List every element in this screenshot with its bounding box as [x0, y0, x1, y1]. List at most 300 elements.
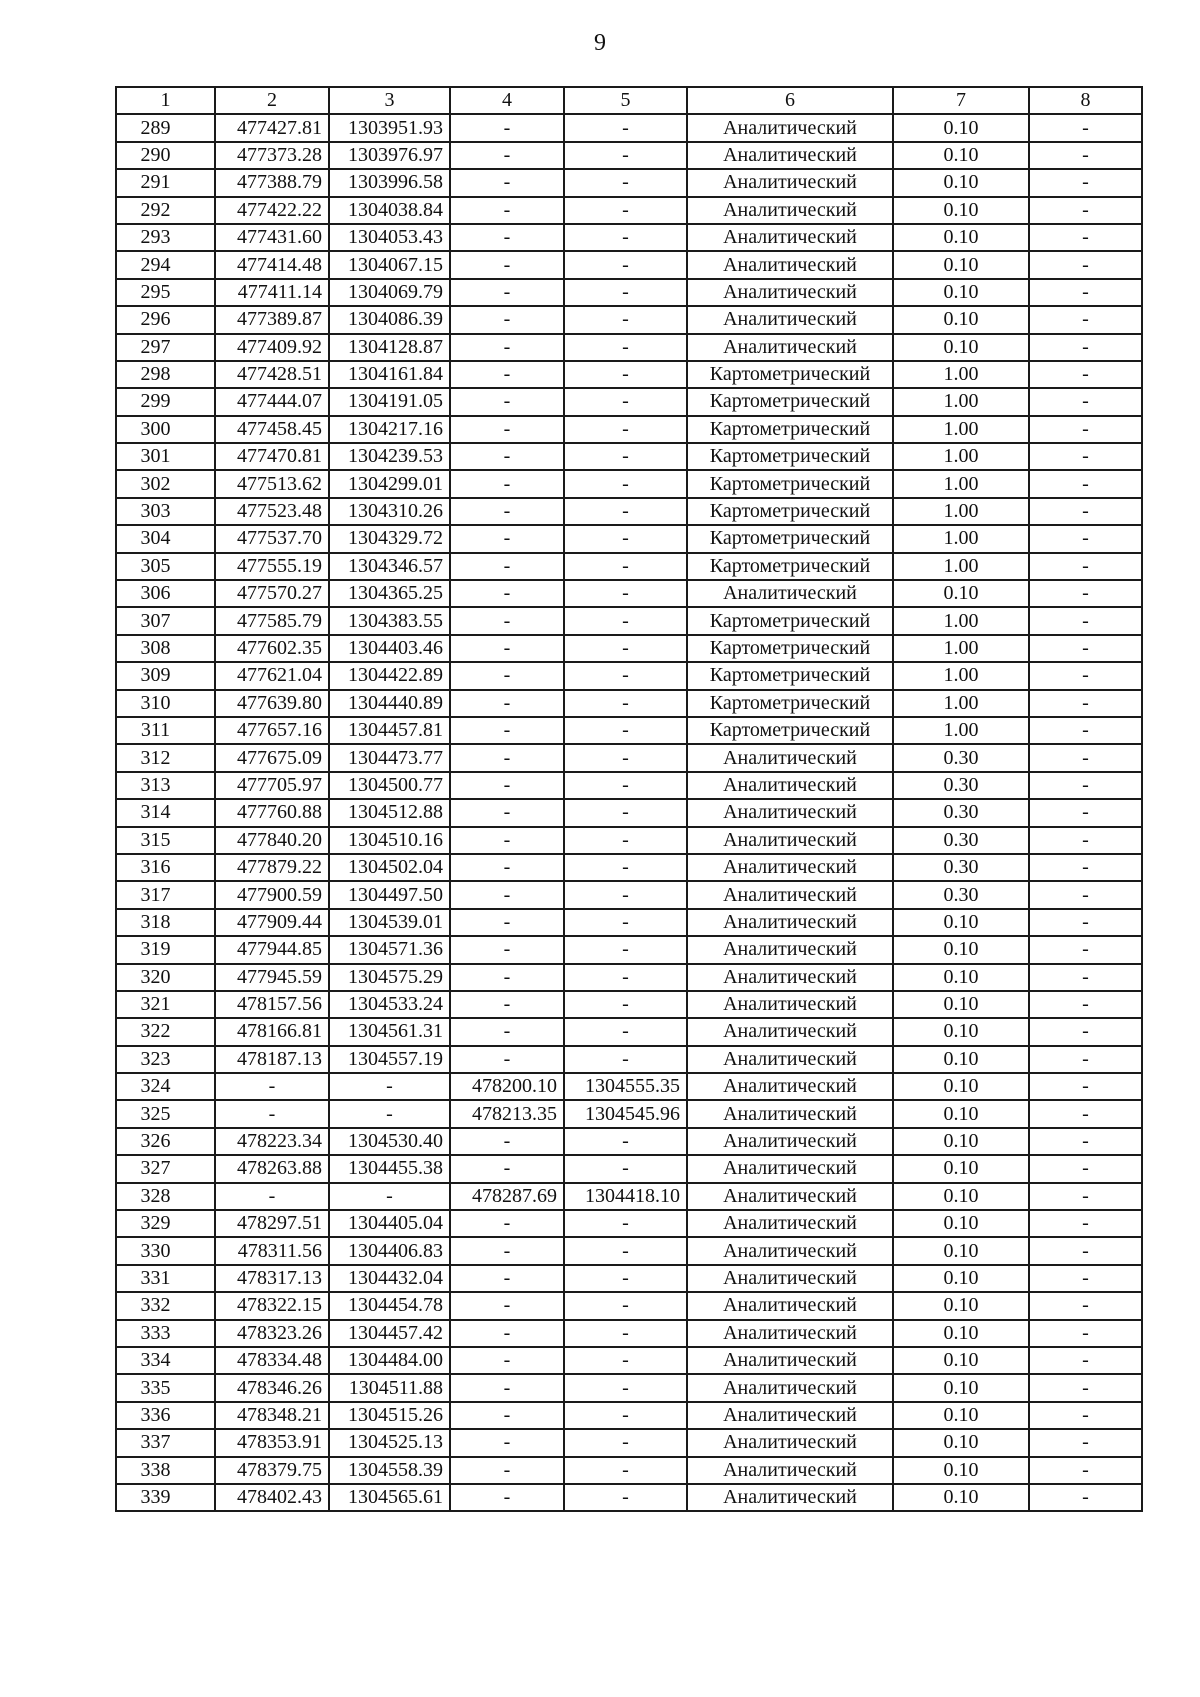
x-coordinate-alt-cell: - [450, 142, 564, 169]
y-coordinate-alt-cell: - [564, 279, 687, 306]
method-cell: Картометрический [687, 525, 893, 552]
point-number-cell: 290 [116, 142, 215, 169]
x-coordinate-alt-cell: - [450, 361, 564, 388]
method-cell: Аналитический [687, 1429, 893, 1456]
note-cell: - [1029, 1046, 1142, 1073]
method-cell: Картометрический [687, 388, 893, 415]
point-number-cell: 312 [116, 744, 215, 771]
x-coordinate-alt-cell: - [450, 717, 564, 744]
x-coordinate-cell: 477675.09 [215, 744, 329, 771]
y-coordinate-alt-cell: - [564, 1347, 687, 1374]
table-header [116, 87, 1142, 114]
table-row [116, 553, 1142, 580]
x-coordinate-alt-cell: - [450, 1210, 564, 1237]
table-row [116, 607, 1142, 634]
x-coordinate-cell: 477602.35 [215, 635, 329, 662]
method-cell: Аналитический [687, 1155, 893, 1182]
method-cell: Аналитический [687, 936, 893, 963]
note-cell: - [1029, 114, 1142, 141]
y-coordinate-cell: 1304239.53 [329, 443, 450, 470]
point-number-cell: 301 [116, 443, 215, 470]
note-cell: - [1029, 881, 1142, 908]
accuracy-cell: 0.10 [893, 224, 1029, 251]
method-cell: Аналитический [687, 854, 893, 881]
point-number-cell: 299 [116, 388, 215, 415]
table-body [116, 114, 1142, 1511]
x-coordinate-alt-cell: - [450, 1484, 564, 1511]
note-cell: - [1029, 854, 1142, 881]
y-coordinate-cell: 1304557.19 [329, 1046, 450, 1073]
table-row [116, 498, 1142, 525]
accuracy-cell: 0.10 [893, 580, 1029, 607]
accuracy-cell: 1.00 [893, 525, 1029, 552]
point-number-cell: 320 [116, 964, 215, 991]
point-number-cell: 294 [116, 251, 215, 278]
x-coordinate-alt-cell: - [450, 607, 564, 634]
x-coordinate-alt-cell: - [450, 854, 564, 881]
table-row [116, 142, 1142, 169]
x-coordinate-alt-cell: - [450, 334, 564, 361]
x-coordinate-alt-cell: - [450, 881, 564, 908]
y-coordinate-cell: 1304365.25 [329, 580, 450, 607]
table-row [116, 690, 1142, 717]
accuracy-cell: 0.30 [893, 772, 1029, 799]
y-coordinate-alt-cell: - [564, 334, 687, 361]
x-coordinate-cell: 477570.27 [215, 580, 329, 607]
method-cell: Аналитический [687, 142, 893, 169]
x-coordinate-alt-cell: - [450, 744, 564, 771]
accuracy-cell: 0.10 [893, 279, 1029, 306]
x-coordinate-alt-cell: - [450, 1155, 564, 1182]
table-row [116, 388, 1142, 415]
point-number-cell: 291 [116, 169, 215, 196]
x-coordinate-alt-cell: - [450, 1046, 564, 1073]
column-header: 3 [329, 87, 450, 114]
table-row [116, 635, 1142, 662]
y-coordinate-cell: 1304484.00 [329, 1347, 450, 1374]
y-coordinate-alt-cell: - [564, 306, 687, 333]
table-row [116, 1210, 1142, 1237]
y-coordinate-alt-cell: - [564, 690, 687, 717]
note-cell: - [1029, 1484, 1142, 1511]
x-coordinate-cell: 478223.34 [215, 1128, 329, 1155]
y-coordinate-alt-cell: - [564, 881, 687, 908]
note-cell: - [1029, 498, 1142, 525]
y-coordinate-cell: 1304558.39 [329, 1457, 450, 1484]
table-row [116, 1402, 1142, 1429]
x-coordinate-alt-cell: - [450, 197, 564, 224]
y-coordinate-alt-cell: - [564, 1265, 687, 1292]
method-cell: Аналитический [687, 1073, 893, 1100]
x-coordinate-alt-cell: - [450, 1429, 564, 1456]
note-cell: - [1029, 1100, 1142, 1127]
table-row [116, 279, 1142, 306]
y-coordinate-cell: 1304329.72 [329, 525, 450, 552]
x-coordinate-alt-cell: - [450, 525, 564, 552]
x-coordinate-alt-cell: - [450, 1292, 564, 1319]
x-coordinate-cell: 477555.19 [215, 553, 329, 580]
accuracy-cell: 0.10 [893, 1484, 1029, 1511]
y-coordinate-cell: 1304473.77 [329, 744, 450, 771]
table-row [116, 416, 1142, 443]
y-coordinate-alt-cell: - [564, 854, 687, 881]
accuracy-cell: 0.10 [893, 1100, 1029, 1127]
point-number-cell: 295 [116, 279, 215, 306]
y-coordinate-alt-cell: - [564, 607, 687, 634]
x-coordinate-cell: 477523.48 [215, 498, 329, 525]
y-coordinate-cell: 1304053.43 [329, 224, 450, 251]
y-coordinate-cell: 1304086.39 [329, 306, 450, 333]
point-number-cell: 314 [116, 799, 215, 826]
y-coordinate-cell: 1304406.83 [329, 1237, 450, 1264]
method-cell: Аналитический [687, 772, 893, 799]
y-coordinate-cell: 1304217.16 [329, 416, 450, 443]
x-coordinate-cell: 477431.60 [215, 224, 329, 251]
accuracy-cell: 0.10 [893, 1155, 1029, 1182]
x-coordinate-cell: 478157.56 [215, 991, 329, 1018]
table-row [116, 964, 1142, 991]
x-coordinate-cell: 478317.13 [215, 1265, 329, 1292]
note-cell: - [1029, 169, 1142, 196]
table-row [116, 361, 1142, 388]
x-coordinate-cell: 478323.26 [215, 1320, 329, 1347]
y-coordinate-cell: 1304530.40 [329, 1128, 450, 1155]
point-number-cell: 298 [116, 361, 215, 388]
accuracy-cell: 1.00 [893, 635, 1029, 662]
method-cell: Аналитический [687, 334, 893, 361]
point-number-cell: 310 [116, 690, 215, 717]
method-cell: Аналитический [687, 1457, 893, 1484]
method-cell: Аналитический [687, 909, 893, 936]
x-coordinate-cell: 478322.15 [215, 1292, 329, 1319]
y-coordinate-alt-cell: - [564, 1402, 687, 1429]
note-cell: - [1029, 717, 1142, 744]
y-coordinate-alt-cell: - [564, 580, 687, 607]
x-coordinate-cell: 477414.48 [215, 251, 329, 278]
accuracy-cell: 0.10 [893, 1046, 1029, 1073]
x-coordinate-cell: 477427.81 [215, 114, 329, 141]
accuracy-cell: 0.10 [893, 1402, 1029, 1429]
y-coordinate-alt-cell: 1304545.96 [564, 1100, 687, 1127]
x-coordinate-cell: 477444.07 [215, 388, 329, 415]
x-coordinate-cell: - [215, 1100, 329, 1127]
y-coordinate-cell: 1304299.01 [329, 470, 450, 497]
y-coordinate-alt-cell: - [564, 1237, 687, 1264]
method-cell: Аналитический [687, 1046, 893, 1073]
note-cell: - [1029, 991, 1142, 1018]
accuracy-cell: 1.00 [893, 607, 1029, 634]
x-coordinate-cell: 477458.45 [215, 416, 329, 443]
y-coordinate-cell: 1304403.46 [329, 635, 450, 662]
table-row [116, 525, 1142, 552]
note-cell: - [1029, 142, 1142, 169]
y-coordinate-cell: - [329, 1073, 450, 1100]
x-coordinate-alt-cell: - [450, 251, 564, 278]
y-coordinate-cell: 1304440.89 [329, 690, 450, 717]
note-cell: - [1029, 443, 1142, 470]
x-coordinate-alt-cell: - [450, 772, 564, 799]
column-header: 7 [893, 87, 1029, 114]
y-coordinate-alt-cell: - [564, 470, 687, 497]
note-cell: - [1029, 1292, 1142, 1319]
point-number-cell: 309 [116, 662, 215, 689]
y-coordinate-alt-cell: - [564, 1210, 687, 1237]
note-cell: - [1029, 1457, 1142, 1484]
x-coordinate-cell: 477639.80 [215, 690, 329, 717]
page-number: 9 [594, 30, 606, 56]
point-number-cell: 322 [116, 1018, 215, 1045]
method-cell: Картометрический [687, 498, 893, 525]
y-coordinate-cell: 1304457.81 [329, 717, 450, 744]
table-row [116, 662, 1142, 689]
x-coordinate-alt-cell: - [450, 498, 564, 525]
table-row [116, 881, 1142, 908]
table-row [116, 1100, 1142, 1127]
accuracy-cell: 0.10 [893, 964, 1029, 991]
x-coordinate-cell: 477585.79 [215, 607, 329, 634]
coordinates-table [115, 86, 1143, 1512]
accuracy-cell: 0.10 [893, 1292, 1029, 1319]
method-cell: Картометрический [687, 443, 893, 470]
y-coordinate-cell: 1304502.04 [329, 854, 450, 881]
table-row [116, 114, 1142, 141]
table-row [116, 799, 1142, 826]
note-cell: - [1029, 690, 1142, 717]
y-coordinate-alt-cell: - [564, 142, 687, 169]
table-row [116, 1265, 1142, 1292]
header-row [116, 87, 1142, 114]
column-header: 8 [1029, 87, 1142, 114]
x-coordinate-alt-cell: - [450, 827, 564, 854]
x-coordinate-alt-cell: - [450, 553, 564, 580]
accuracy-cell: 1.00 [893, 717, 1029, 744]
x-coordinate-alt-cell: - [450, 470, 564, 497]
table-row [116, 827, 1142, 854]
y-coordinate-alt-cell: - [564, 772, 687, 799]
note-cell: - [1029, 964, 1142, 991]
column-header: 2 [215, 87, 329, 114]
method-cell: Аналитический [687, 881, 893, 908]
x-coordinate-alt-cell: - [450, 416, 564, 443]
point-number-cell: 326 [116, 1128, 215, 1155]
point-number-cell: 339 [116, 1484, 215, 1511]
y-coordinate-alt-cell: 1304418.10 [564, 1183, 687, 1210]
y-coordinate-alt-cell: - [564, 525, 687, 552]
y-coordinate-alt-cell: - [564, 936, 687, 963]
point-number-cell: 329 [116, 1210, 215, 1237]
point-number-cell: 333 [116, 1320, 215, 1347]
x-coordinate-cell: 477705.97 [215, 772, 329, 799]
accuracy-cell: 0.10 [893, 251, 1029, 278]
method-cell: Аналитический [687, 114, 893, 141]
note-cell: - [1029, 224, 1142, 251]
y-coordinate-cell: 1304571.36 [329, 936, 450, 963]
y-coordinate-cell: 1304454.78 [329, 1292, 450, 1319]
method-cell: Аналитический [687, 1128, 893, 1155]
note-cell: - [1029, 827, 1142, 854]
note-cell: - [1029, 1237, 1142, 1264]
x-coordinate-alt-cell: - [450, 1237, 564, 1264]
note-cell: - [1029, 306, 1142, 333]
method-cell: Аналитический [687, 224, 893, 251]
point-number-cell: 331 [116, 1265, 215, 1292]
note-cell: - [1029, 1183, 1142, 1210]
column-header: 1 [116, 87, 215, 114]
point-number-cell: 305 [116, 553, 215, 580]
method-cell: Аналитический [687, 1374, 893, 1401]
point-number-cell: 330 [116, 1237, 215, 1264]
x-coordinate-cell: 478263.88 [215, 1155, 329, 1182]
x-coordinate-alt-cell: - [450, 964, 564, 991]
x-coordinate-alt-cell: - [450, 1374, 564, 1401]
method-cell: Аналитический [687, 744, 893, 771]
x-coordinate-cell: 477760.88 [215, 799, 329, 826]
accuracy-cell: 0.10 [893, 991, 1029, 1018]
note-cell: - [1029, 1155, 1142, 1182]
x-coordinate-alt-cell: - [450, 991, 564, 1018]
x-coordinate-alt-cell: 478213.35 [450, 1100, 564, 1127]
point-number-cell: 289 [116, 114, 215, 141]
accuracy-cell: 1.00 [893, 470, 1029, 497]
accuracy-cell: 0.10 [893, 1210, 1029, 1237]
y-coordinate-alt-cell: - [564, 169, 687, 196]
table-row [116, 772, 1142, 799]
y-coordinate-alt-cell: - [564, 251, 687, 278]
table-row [116, 717, 1142, 744]
point-number-cell: 337 [116, 1429, 215, 1456]
accuracy-cell: 0.10 [893, 306, 1029, 333]
x-coordinate-cell: 477388.79 [215, 169, 329, 196]
x-coordinate-cell: 478187.13 [215, 1046, 329, 1073]
y-coordinate-alt-cell: - [564, 197, 687, 224]
y-coordinate-alt-cell: - [564, 662, 687, 689]
y-coordinate-alt-cell: - [564, 1484, 687, 1511]
note-cell: - [1029, 1265, 1142, 1292]
point-number-cell: 297 [116, 334, 215, 361]
note-cell: - [1029, 1429, 1142, 1456]
point-number-cell: 335 [116, 1374, 215, 1401]
x-coordinate-alt-cell: - [450, 388, 564, 415]
point-number-cell: 311 [116, 717, 215, 744]
y-coordinate-alt-cell: - [564, 799, 687, 826]
y-coordinate-cell: 1303976.97 [329, 142, 450, 169]
note-cell: - [1029, 416, 1142, 443]
accuracy-cell: 1.00 [893, 443, 1029, 470]
method-cell: Аналитический [687, 251, 893, 278]
accuracy-cell: 0.10 [893, 1374, 1029, 1401]
note-cell: - [1029, 388, 1142, 415]
y-coordinate-cell: 1304346.57 [329, 553, 450, 580]
point-number-cell: 304 [116, 525, 215, 552]
y-coordinate-alt-cell: - [564, 717, 687, 744]
accuracy-cell: 1.00 [893, 498, 1029, 525]
y-coordinate-alt-cell: - [564, 827, 687, 854]
accuracy-cell: 0.10 [893, 169, 1029, 196]
x-coordinate-cell: 477470.81 [215, 443, 329, 470]
x-coordinate-alt-cell: - [450, 1265, 564, 1292]
note-cell: - [1029, 635, 1142, 662]
y-coordinate-cell: 1304511.88 [329, 1374, 450, 1401]
point-number-cell: 302 [116, 470, 215, 497]
method-cell: Картометрический [687, 635, 893, 662]
note-cell: - [1029, 909, 1142, 936]
x-coordinate-cell: 477879.22 [215, 854, 329, 881]
accuracy-cell: 0.10 [893, 114, 1029, 141]
table-row [116, 580, 1142, 607]
table-row [116, 1429, 1142, 1456]
note-cell: - [1029, 361, 1142, 388]
x-coordinate-cell: 477411.14 [215, 279, 329, 306]
x-coordinate-alt-cell: - [450, 580, 564, 607]
table-row [116, 909, 1142, 936]
y-coordinate-cell: 1304038.84 [329, 197, 450, 224]
y-coordinate-alt-cell: - [564, 1046, 687, 1073]
table-row [116, 1320, 1142, 1347]
y-coordinate-cell: 1304432.04 [329, 1265, 450, 1292]
point-number-cell: 332 [116, 1292, 215, 1319]
table-row [116, 1018, 1142, 1045]
point-number-cell: 308 [116, 635, 215, 662]
y-coordinate-cell: 1304497.50 [329, 881, 450, 908]
accuracy-cell: 0.10 [893, 334, 1029, 361]
x-coordinate-cell: 478402.43 [215, 1484, 329, 1511]
x-coordinate-cell: 477373.28 [215, 142, 329, 169]
accuracy-cell: 1.00 [893, 553, 1029, 580]
y-coordinate-cell: 1304069.79 [329, 279, 450, 306]
y-coordinate-cell: 1304515.26 [329, 1402, 450, 1429]
note-cell: - [1029, 279, 1142, 306]
accuracy-cell: 0.10 [893, 936, 1029, 963]
method-cell: Аналитический [687, 169, 893, 196]
table-row [116, 169, 1142, 196]
x-coordinate-alt-cell: - [450, 306, 564, 333]
x-coordinate-cell: 477900.59 [215, 881, 329, 908]
y-coordinate-cell: - [329, 1183, 450, 1210]
table-row [116, 1457, 1142, 1484]
x-coordinate-cell: 477389.87 [215, 306, 329, 333]
note-cell: - [1029, 1320, 1142, 1347]
table-row [116, 1046, 1142, 1073]
y-coordinate-alt-cell: - [564, 1128, 687, 1155]
accuracy-cell: 0.30 [893, 881, 1029, 908]
accuracy-cell: 1.00 [893, 690, 1029, 717]
point-number-cell: 319 [116, 936, 215, 963]
method-cell: Аналитический [687, 580, 893, 607]
y-coordinate-cell: 1303951.93 [329, 114, 450, 141]
point-number-cell: 325 [116, 1100, 215, 1127]
method-cell: Аналитический [687, 1210, 893, 1237]
note-cell: - [1029, 799, 1142, 826]
note-cell: - [1029, 1374, 1142, 1401]
table-row [116, 1292, 1142, 1319]
point-number-cell: 321 [116, 991, 215, 1018]
accuracy-cell: 0.10 [893, 1073, 1029, 1100]
y-coordinate-alt-cell: 1304555.35 [564, 1073, 687, 1100]
method-cell: Картометрический [687, 662, 893, 689]
x-coordinate-alt-cell: - [450, 909, 564, 936]
y-coordinate-cell: 1304510.16 [329, 827, 450, 854]
accuracy-cell: 0.10 [893, 1265, 1029, 1292]
method-cell: Аналитический [687, 827, 893, 854]
y-coordinate-alt-cell: - [564, 1429, 687, 1456]
x-coordinate-cell: 478353.91 [215, 1429, 329, 1456]
point-number-cell: 328 [116, 1183, 215, 1210]
y-coordinate-alt-cell: - [564, 388, 687, 415]
table-row [116, 306, 1142, 333]
method-cell: Аналитический [687, 1347, 893, 1374]
method-cell: Картометрический [687, 553, 893, 580]
note-cell: - [1029, 1347, 1142, 1374]
